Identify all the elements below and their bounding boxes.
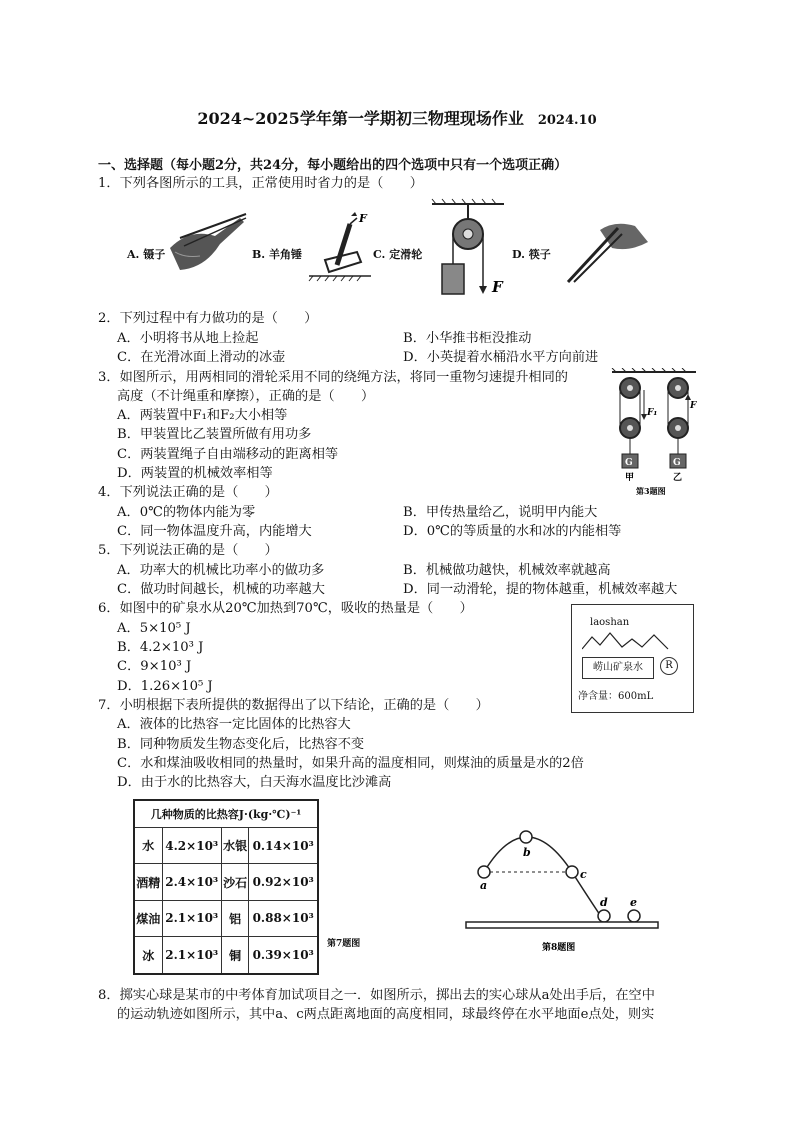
q6-option-b: B．4.2×10³ J bbox=[117, 640, 204, 655]
q3-option-d: D．两装置的机械效率相等 bbox=[117, 466, 273, 481]
q6-stem: 6．如图中的矿泉水从20℃加热到70℃，吸收的热量是（ ） bbox=[98, 601, 473, 616]
q5-option-d: D．同一动滑轮，提的物体越重，机械效率越大 bbox=[403, 582, 678, 597]
product-name: 崂山矿泉水 bbox=[582, 657, 654, 679]
registered-mark: R bbox=[660, 657, 678, 675]
table-title: 几种物质的比热容J·(kg·℃)⁻¹ bbox=[134, 800, 318, 828]
q7-caption: 第7题图 bbox=[327, 939, 361, 949]
q3-caption: 第3题图 bbox=[636, 486, 666, 496]
q3-stem-2: 高度（不计绳重和摩擦），正确的是（ ） bbox=[117, 389, 375, 404]
page-title: 2024~2025学年第一学期初三物理现场作业 2024.10 bbox=[197, 109, 597, 128]
tweezers-figure bbox=[160, 208, 250, 276]
f1-label: F₁ bbox=[647, 408, 658, 418]
q1-option-a: A. 镊子 bbox=[127, 248, 166, 261]
yi-label: 乙 bbox=[673, 473, 683, 483]
q1-option-b: B. 羊角锤 bbox=[252, 248, 302, 261]
fixed-pulley-figure bbox=[428, 198, 508, 300]
q4-option-b: B．甲传热量给乙，说明甲内能大 bbox=[403, 505, 598, 520]
svg-text:d: d bbox=[600, 896, 608, 909]
q5-option-a: A．功率大的机械比功率小的做功多 bbox=[117, 563, 325, 578]
brand-text: laoshan bbox=[590, 617, 630, 628]
table-row: 水 4.2×10³ 水银 0.14×10³ bbox=[134, 828, 318, 864]
q5-stem: 5．下列说法正确的是（ ） bbox=[98, 543, 278, 558]
specific-heat-table bbox=[133, 799, 319, 975]
jia-label: 甲 bbox=[625, 473, 635, 483]
q1-stem: 1．下列各图所示的工具，正常使用时省力的是（ ） bbox=[98, 176, 423, 191]
ball-trajectory-figure bbox=[462, 822, 662, 957]
svg-text:a: a bbox=[480, 879, 488, 892]
q1-option-c: C. 定滑轮 bbox=[373, 248, 423, 261]
q3-option-b: B．甲装置比乙装置所做有用功多 bbox=[117, 427, 312, 442]
weight-label: G bbox=[673, 458, 681, 468]
pulley-system-figure bbox=[610, 368, 698, 498]
section-heading: 一、选择题（每小题2分，共24分，每小题给出的四个选项中只有一个选项正确） bbox=[98, 158, 568, 173]
volume-text: 净含量：600mL bbox=[578, 691, 654, 702]
q1-option-d: D. 筷子 bbox=[512, 248, 551, 261]
f-label: F bbox=[690, 401, 697, 411]
q7-stem: 7．小明根据下表所提供的数据得出了以下结论，正确的是（ ） bbox=[98, 698, 489, 713]
q7-option-a: A．液体的比热容一定比固体的比热容大 bbox=[117, 717, 351, 732]
force-label: F bbox=[492, 278, 503, 296]
q4-stem: 4．下列说法正确的是（ ） bbox=[98, 485, 278, 500]
q7-option-d: D．由于水的比热容大，白天海水温度比沙滩高 bbox=[117, 775, 392, 790]
q8-line-1: 8．掷实心球是某市的中考体育加试项目之一．如图所示，掷出去的实心球从a处出手后，在空中 bbox=[98, 988, 655, 1003]
table-row: 冰 2.1×10³ 铜 0.39×10³ bbox=[134, 937, 318, 974]
water-bottle-label bbox=[571, 604, 694, 713]
q7-option-b: B．同种物质发生物态变化后，比热容不变 bbox=[117, 737, 365, 752]
q6-option-a: A．5×10⁵ J bbox=[117, 621, 191, 636]
q6-option-c: C．9×10³ J bbox=[117, 659, 192, 674]
q2-option-b: B．小华推书柜没推动 bbox=[403, 331, 532, 346]
q4-option-c: C．同一物体温度升高，内能增大 bbox=[117, 524, 312, 539]
date: 2024.10 bbox=[537, 113, 597, 128]
q5-option-b: B．机械做功越快，机械效率就越高 bbox=[403, 563, 611, 578]
svg-text:e: e bbox=[630, 896, 637, 909]
svg-text:c: c bbox=[580, 868, 587, 881]
q8-caption: 第8题图 bbox=[542, 943, 576, 953]
weight-label: G bbox=[625, 458, 633, 468]
q2-option-a: A．小明将书从地上捡起 bbox=[117, 331, 259, 346]
table-row: 煤油 2.1×10³ 铝 0.88×10³ bbox=[134, 900, 318, 936]
q3-option-c: C．两装置绳子自由端移动的距离相等 bbox=[117, 447, 339, 462]
q4-option-a: A．0℃的物体内能为零 bbox=[117, 505, 256, 520]
mountain-icon bbox=[582, 631, 672, 651]
chopsticks-figure bbox=[560, 212, 650, 284]
svg-text:b: b bbox=[523, 846, 531, 859]
q6-option-d: D．1.26×10⁵ J bbox=[117, 679, 213, 694]
force-label: F bbox=[359, 212, 367, 225]
q3-stem-1: 3．如图所示，用两相同的滑轮采用不同的绕绳方法，将同一重物匀速提升相同的 bbox=[98, 370, 568, 385]
claw-hammer-figure bbox=[305, 210, 375, 282]
table-row: 酒精 2.4×10³ 沙石 0.92×10³ bbox=[134, 864, 318, 900]
q2-option-c: C．在光滑冰面上滑动的冰壶 bbox=[117, 350, 286, 365]
q8-line-2: 的运动轨迹如图所示，其中a、c两点距离地面的高度相同，球最终停在水平地面e点处，则实 bbox=[117, 1007, 655, 1022]
q3-option-a: A．两装置中F₁和F₂大小相等 bbox=[117, 408, 288, 423]
q7-option-c: C．水和煤油吸收相同的热量时，如果升高的温度相同，则煤油的质量是水的2倍 bbox=[117, 756, 584, 771]
q4-option-d: D．0℃的等质量的水和冰的内能相等 bbox=[403, 524, 622, 539]
q5-option-c: C．做功时间越长，机械的功率越大 bbox=[117, 582, 325, 597]
q2-stem: 2．下列过程中有力做功的是（ ） bbox=[98, 311, 318, 326]
q2-option-d: D．小英提着水桶沿水平方向前进 bbox=[403, 350, 599, 365]
